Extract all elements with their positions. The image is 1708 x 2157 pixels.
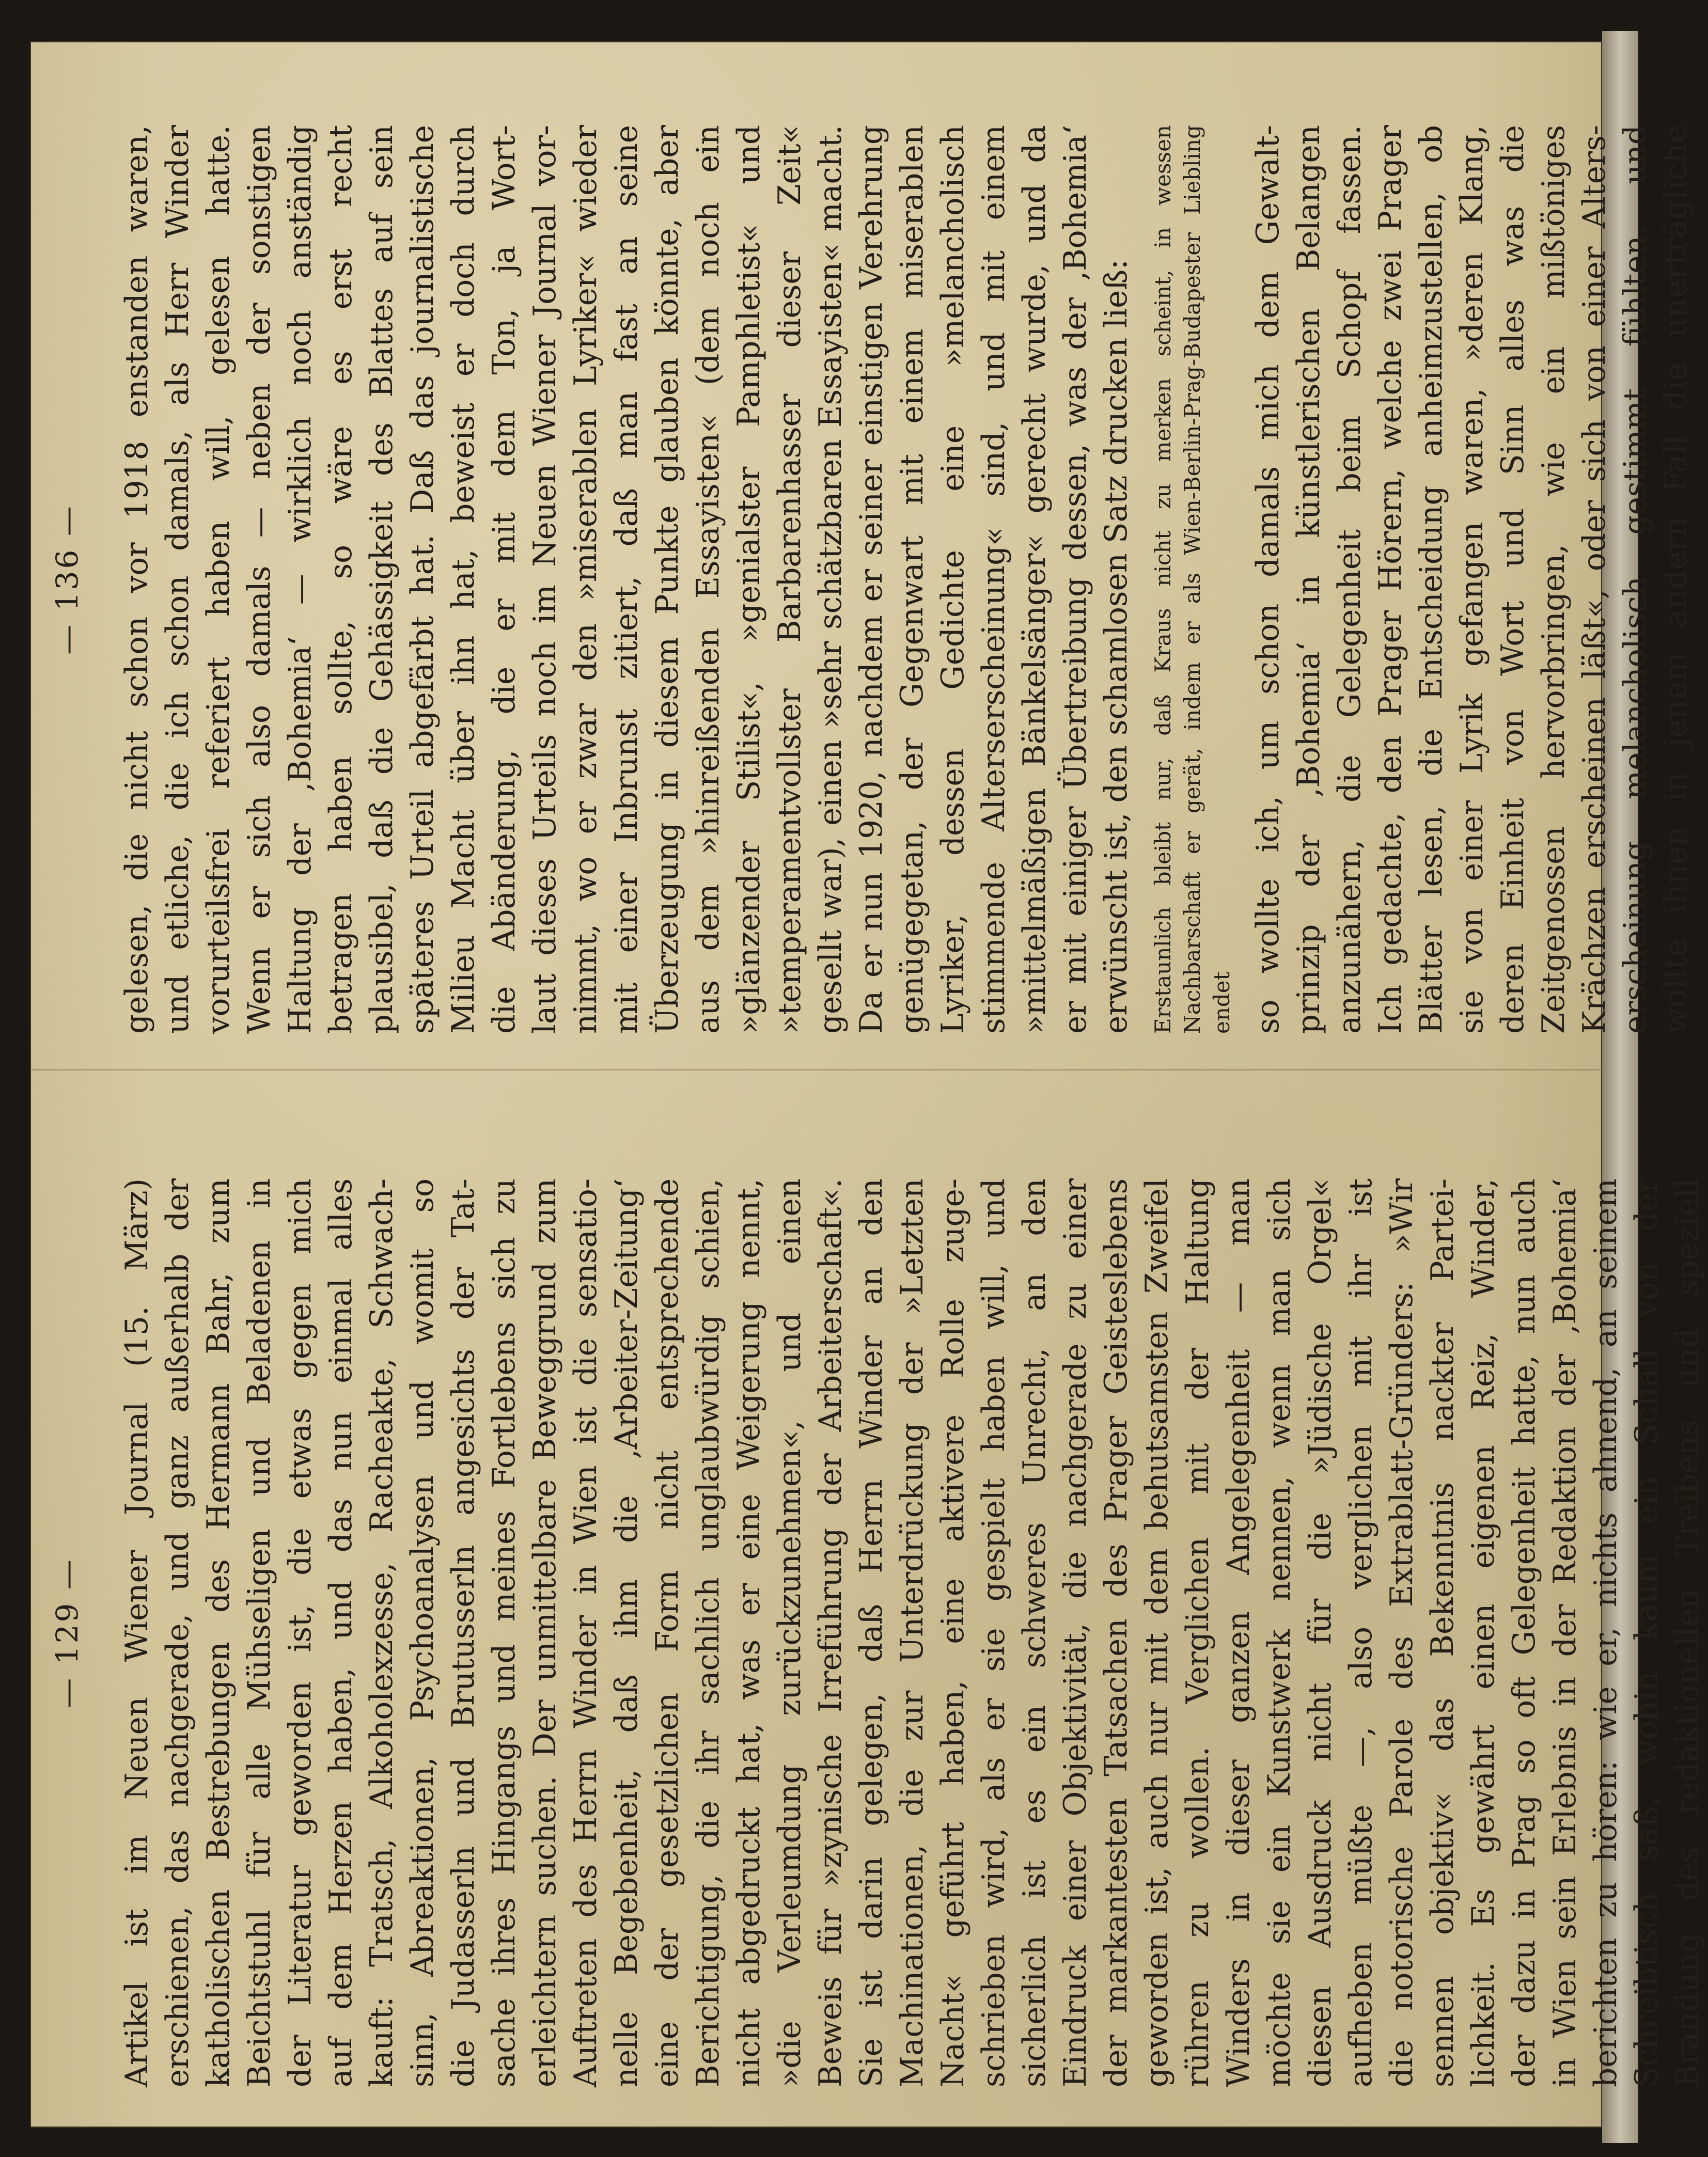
text-line: Sie ist darin gelegen, daß Herrn Winder an den: [854, 1178, 889, 2087]
text-line: möchte sie ein Kunstwerk nennen, wenn man sich: [1262, 1178, 1297, 2087]
text-line: der dazu in Prag so oft Gelegenheit hatte, nun auch: [1507, 1178, 1542, 2087]
text-line: »mittelmäßigen Bänkelsänger« gerecht wurde, und da: [1017, 125, 1053, 1034]
text-line: Artikel ist im Neuen Wiener Journal (15. März): [119, 1178, 155, 2087]
text-line: endet: [1209, 971, 1234, 1034]
text-line: »temperamentvollster Barbarenhasser dieser Zeit«: [772, 125, 808, 1034]
text-line: aufheben müßte —, also verglichen mit ihr ist: [1343, 1178, 1379, 2087]
text-line: Überzeugung in diesem Punkte glauben könnte, aber: [650, 125, 685, 1034]
text-line: nicht abgedruckt hat, was er eine Weigerung nennt,: [731, 1178, 767, 2087]
page-body-text: [117, 125, 1708, 1034]
text-line: »glänzender Stilist«, »genialster Pamphletist« und: [731, 125, 767, 1034]
text-line: späteres Urteil abgefärbt hat. Daß das journalistische: [405, 125, 441, 1034]
text-line: diesen Ausdruck nicht für die »Jüdische Orgel«: [1303, 1178, 1338, 2087]
page-number: — 129 —: [50, 1557, 85, 1708]
text-line: gelesen, die nicht schon vor 1918 enstanden waren,: [119, 125, 155, 1034]
text-line: prinzip der ‚Bohemia‘ in künstlerischen Belangen: [1291, 125, 1327, 1034]
text-line: Brandung des redaktionellen Treibens und speziell: [1670, 1178, 1705, 2087]
text-line: erwünscht ist, den schamlosen Satz drucken ließ:: [1099, 259, 1134, 1034]
text-line: anzunähern, die Gelegenheit beim Schopf fassen.: [1332, 125, 1368, 1034]
text-line: deren Einheit von Wort und Sinn alles was die: [1495, 125, 1531, 1034]
quoted-excerpt: [1148, 125, 1236, 1034]
text-line: Schreibtisch saß, wohin kaum ein Schall von der: [1629, 1178, 1665, 2087]
text-line: Zeitgenossen hervorbringen, wie ein mißtöniges: [1536, 125, 1572, 1034]
text-line: stimmende Alterserscheinung« sind, und mit einem: [976, 125, 1012, 1034]
text-line: Auftreten des Herrn Winder in Wien ist die sensatio-: [568, 1178, 604, 2087]
text-line: Eindruck einer Objektivität, die nachgerade zu einer: [1058, 1178, 1093, 2087]
text-line: und etliche, die ich schon damals, als Herr Winder: [160, 125, 196, 1034]
text-line: erschienen, das nachgerade, und ganz außerhalb der: [160, 1178, 196, 2087]
text-line: erscheinung melancholisch gestimmt fühlten, und: [1618, 125, 1653, 1034]
text-line: plausibel, daß die Gehässigkeit des Blattes auf sein: [364, 125, 400, 1034]
text-line: Beichtstuhl für alle Mühseligen und Beladenen in: [242, 1178, 277, 2087]
page-136: [50, 125, 1694, 1034]
text-line: die Judasserln und Brutusserln angesichts der Tat-: [446, 1178, 481, 2087]
text-line: lichkeit. Es gewährt einen eigenen Reiz, Winder,: [1466, 1178, 1501, 2087]
text-line: die Abänderung, die er mit dem Ton, ja Wort-: [487, 125, 522, 1034]
text-line: auf dem Herzen haben, und das nun einmal alles: [323, 1178, 359, 2087]
text-line: »die Verleumdung zurückzunehmen«, und einen: [772, 1178, 808, 2087]
text-line: Nacht« geführt haben, eine aktivere Rolle zuge-: [935, 1178, 971, 2087]
text-line: vorurteilsfrei referiert haben will, gelesen hatte.: [201, 125, 237, 1034]
text-line: Machinationen, die zur Unterdrückung der »Letzten: [895, 1178, 930, 2087]
text-line: schrieben wird, als er sie gespielt haben will, und: [976, 1178, 1012, 2087]
text-line: Winders in dieser ganzen Angelegenheit — man: [1221, 1178, 1257, 2087]
text-line: Krächzen erscheinen läßt«, oder sich von einer Alters-: [1577, 125, 1612, 1034]
text-line: Da er nun 1920, nachdem er seiner einstigen Verehrung: [854, 125, 889, 1034]
text-line: Lyriker, dessen Gedichte eine »melancholisch: [935, 125, 971, 1034]
paragraph-continuation: [1248, 125, 1697, 1034]
text-line: er mit einiger Übertreibung dessen, was der ‚Bohemia‘: [1058, 125, 1093, 1034]
text-line: die notorische Parole des Extrablatt-Gründers: »Wir: [1384, 1178, 1420, 2087]
text-line: sennen objektiv« das Bekenntnis nackter Partei-: [1425, 1178, 1461, 2087]
text-line: eine der gesetzlichen Form nicht entsprechende: [650, 1178, 685, 2087]
text-line: gesellt war), einen »sehr schätzbaren Essayisten« macht.: [813, 125, 849, 1034]
text-line: der Literatur geworden ist, die etwas gegen mich: [283, 1178, 318, 2087]
text-line: in Wien sein Erlebnis in der Redaktion der ‚Bohemia‘: [1547, 1178, 1583, 2087]
text-line: so wollte ich, um schon damals mich dem Gewalt-: [1250, 125, 1286, 1034]
text-line: sicherlich ist es ein schweres Unrecht, an den: [1017, 1178, 1053, 2087]
text-line: geworden ist, auch nur mit dem behutsamsten Zweifel: [1139, 1178, 1175, 2087]
text-line: Ich gedachte, den Prager Hörern, welche zwei Prager: [1373, 125, 1408, 1034]
text-line: Milieu Macht über ihn hat, beweist er doch durch: [446, 125, 481, 1034]
text-line: laut dieses Urteils noch im Neuen Wiener Journal vor-: [527, 125, 563, 1034]
page-129: [50, 1178, 1705, 2087]
text-line: betragen haben sollte, so wäre es erst recht: [323, 125, 359, 1034]
text-line: Wenn er sich also damals — neben der sonstigen: [242, 125, 277, 1034]
text-line: kauft: Tratsch, Alkoholexzesse, Racheakte, Schwach-: [364, 1178, 400, 2087]
text-line: aus dem »hinreißenden Essayisten« (dem noch ein: [691, 125, 726, 1034]
text-line: Nachbarschaft er gerät, indem er als Wien-Berlin-Prag-Budapester Liebling: [1180, 125, 1205, 1034]
text-line: katholischen Bestrebungen des Hermann Bahr, zum: [201, 1178, 237, 2087]
text-line: Blätter lesen, die Entscheidung anheimzustellen, ob: [1414, 125, 1449, 1034]
text-line: Erstaunlich bleibt nur, daß Kraus nicht zu merken scheint, in wessen: [1150, 125, 1176, 1034]
page-body-text: [117, 1178, 1708, 2087]
text-line: Berichtigung, die ihr sachlich unglaubwürdig schien,: [691, 1178, 726, 2087]
paragraph-main: [117, 125, 1137, 1034]
text-line: erleichtern suchen. Der unmittelbare Beweggrund zum: [527, 1178, 563, 2087]
text-line: wollte ihnen in jenem andern Fall die unerträgliche: [1658, 125, 1694, 1034]
text-line: genügegetan, der Gegenwart mit einem miserablen: [895, 125, 930, 1034]
rotated-spread: [50, 53, 1705, 2087]
text-line: sache ihres Hingangs und meines Fortlebens sich zu: [487, 1178, 522, 2087]
text-line: rühren zu wollen. Verglichen mit der Haltung: [1180, 1178, 1216, 2087]
text-line: nimmt, wo er zwar den »miserablen Lyriker« wieder: [568, 125, 604, 1034]
text-line: sie von einer Lyrik gefangen waren, »deren Klang,: [1454, 125, 1490, 1034]
text-line: nelle Begebenheit, daß ihm die ‚Arbeiter-Zeitung‘: [609, 1178, 645, 2087]
text-line: mit einer Inbrunst zitiert, daß man fast an seine: [609, 125, 645, 1034]
text-line: Haltung der ‚Bohemia‘ — wirklich noch anständig: [283, 125, 318, 1034]
text-line: Beweis für »zynische Irreführung der Arbeiterschaft«.: [813, 1178, 849, 2087]
text-line: berichten zu hören: wie er, nichts ahnend, an seinem: [1588, 1178, 1624, 2087]
text-line: sinn, Abreaktionen, Psychoanalysen und womit so: [405, 1178, 441, 2087]
page-number: — 136 —: [50, 504, 85, 655]
text-line: der markantesten Tatsachen des Prager Geisteslebens: [1099, 1178, 1134, 2087]
